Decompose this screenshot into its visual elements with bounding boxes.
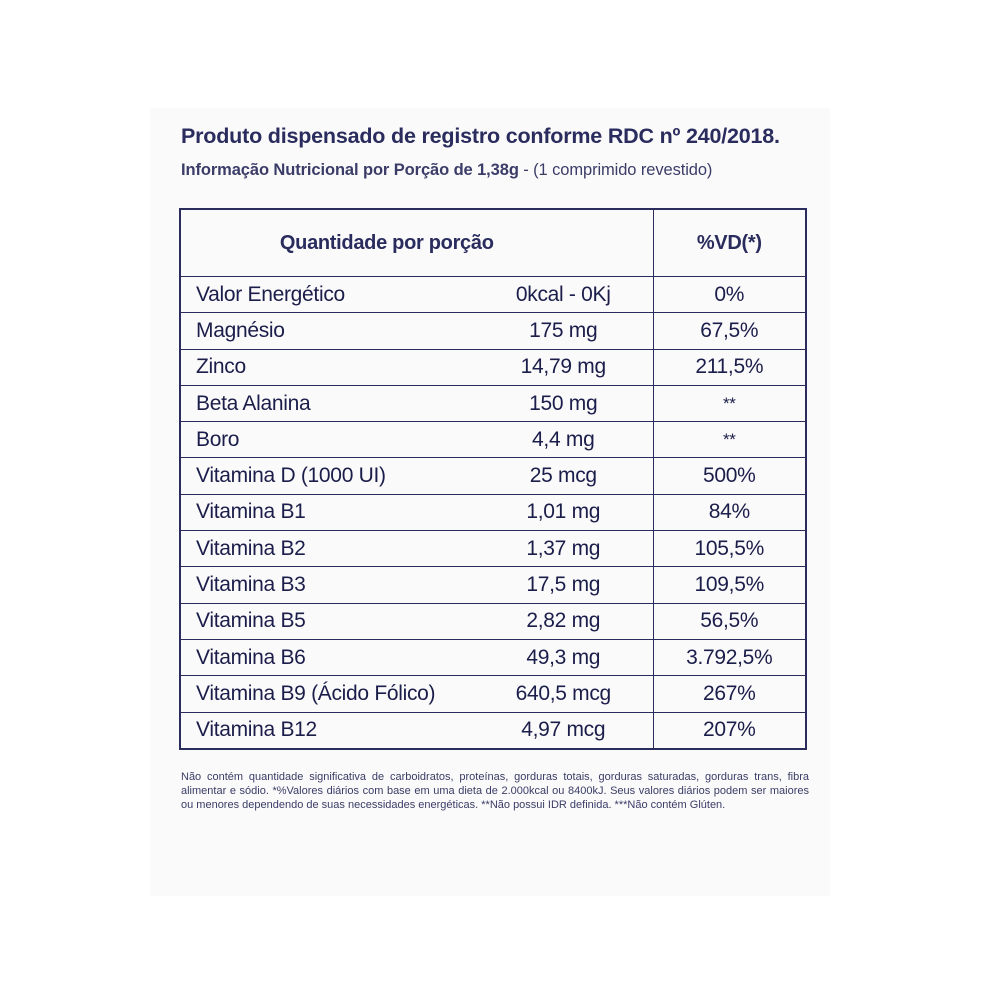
table-row: [180, 603, 806, 639]
nutrient-name: Vitamina B9 (Ácido Fólico): [180, 676, 480, 712]
table-row: [180, 567, 806, 603]
nutrient-vd: 84%: [653, 494, 806, 530]
table-body: [180, 277, 806, 749]
nutrition-subtitle: [181, 161, 712, 180]
nutrient-vd: 500%: [653, 458, 806, 494]
nutrient-amount: 0kcal - 0Kj: [480, 277, 653, 313]
nutrient-name: Vitamina D (1000 UI): [180, 458, 480, 494]
nutrient-amount: 175 mg: [480, 313, 653, 349]
nutrient-name: Magnésio: [180, 313, 480, 349]
table-row: [180, 712, 806, 749]
header-vd: %VD(*): [653, 209, 806, 277]
nutrient-vd: 67,5%: [653, 313, 806, 349]
table-header-row: [180, 209, 806, 277]
nutrient-name: Vitamina B1: [180, 494, 480, 530]
header-quantity: Quantidade por porção: [180, 209, 653, 277]
nutrition-table: [179, 208, 807, 750]
nutrient-vd: 56,5%: [653, 603, 806, 639]
table-row: [180, 385, 806, 421]
nutrient-amount: 4,4 mg: [480, 422, 653, 458]
nutrient-amount: 640,5 mcg: [480, 676, 653, 712]
nutrient-amount: 150 mg: [480, 385, 653, 421]
nutrient-name: Vitamina B3: [180, 567, 480, 603]
serving-info: Informação Nutricional por Porção de 1,38g: [181, 161, 519, 179]
nutrient-amount: 1,37 mg: [480, 531, 653, 567]
nutrient-amount: 49,3 mg: [480, 639, 653, 675]
nutrient-vd: 207%: [653, 712, 806, 749]
table-row: [180, 531, 806, 567]
table-row: [180, 494, 806, 530]
table-row: [180, 349, 806, 385]
nutrient-vd: 211,5%: [653, 349, 806, 385]
nutrient-name: Vitamina B5: [180, 603, 480, 639]
nutrient-vd: 109,5%: [653, 567, 806, 603]
nutrient-vd: 0%: [653, 277, 806, 313]
table-row: [180, 458, 806, 494]
nutrient-vd: 105,5%: [653, 531, 806, 567]
footnote: Não contém quantidade significativa de carboidratos, proteínas, gorduras totais, gorduras saturadas, gorduras trans, fibra alimentar e sódio. *%Valores diários com base em uma dieta de 2.000kcal ou 8400kJ. Seus valores diários podem ser maiores ou menores dependendo de suas necessidades energéticas. **Não possui IDR definida. ***Não contém Glúten.: [181, 771, 809, 812]
nutrient-amount: 4,97 mcg: [480, 712, 653, 749]
table-row: [180, 676, 806, 712]
nutrient-vd: 3.792,5%: [653, 639, 806, 675]
nutrient-name: Beta Alanina: [180, 385, 480, 421]
nutrient-name: Vitamina B2: [180, 531, 480, 567]
table-row: [180, 313, 806, 349]
serving-unit-note: - (1 comprimido revestido): [518, 161, 713, 179]
regulatory-title: Produto dispensado de registro conforme RDC nº 240/2018.: [181, 124, 780, 148]
nutrient-name: Boro: [180, 422, 480, 458]
nutrient-amount: 17,5 mg: [480, 567, 653, 603]
nutrient-name: Vitamina B6: [180, 639, 480, 675]
nutrient-name: Zinco: [180, 349, 480, 385]
nutrient-vd: **: [653, 385, 806, 421]
nutrient-amount: 14,79 mg: [480, 349, 653, 385]
nutrient-amount: 1,01 mg: [480, 494, 653, 530]
nutrient-amount: 25 mcg: [480, 458, 653, 494]
nutrient-vd: **: [653, 422, 806, 458]
table-row: [180, 277, 806, 313]
table-row: [180, 639, 806, 675]
nutrient-name: Vitamina B12: [180, 712, 480, 749]
nutrient-amount: 2,82 mg: [480, 603, 653, 639]
nutrient-name: Valor Energético: [180, 277, 480, 313]
nutrient-vd: 267%: [653, 676, 806, 712]
table-row: [180, 422, 806, 458]
